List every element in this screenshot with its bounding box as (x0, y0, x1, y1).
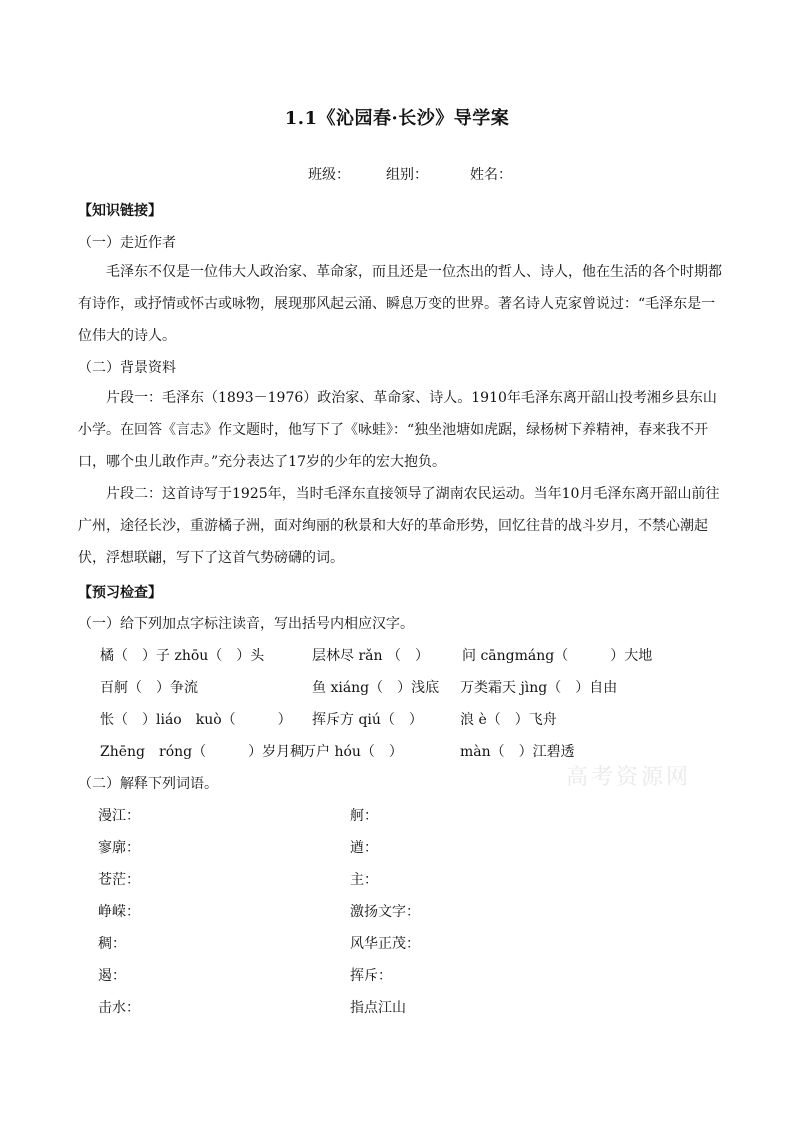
subheading-author: （一）走近作者 (78, 235, 176, 251)
pinyin-item: 层林尽 rǎn （ ） (312, 648, 429, 664)
vocab-term: 苍茫： (98, 872, 140, 888)
vocab-term: 寥廓： (98, 840, 140, 856)
vocab-term: 遒： (350, 840, 378, 856)
vocab-term: 击水： (98, 1000, 140, 1016)
student-info-fields (308, 164, 512, 184)
pinyin-item: màn（ ）江碧透 (460, 744, 575, 760)
vocab-term: 峥嵘： (98, 904, 140, 920)
vocab-term: 指点江山 (350, 1000, 406, 1016)
document-title: 1.1《沁园春·长沙》导学案 (284, 108, 510, 129)
watermark: 高考资源网 (566, 765, 692, 790)
vocab-term: 风华正茂： (350, 936, 420, 952)
subheading-background: （二）背景资料 (78, 360, 176, 376)
vocab-term: 主： (350, 872, 378, 888)
subheading-vocabulary: （二）解释下列词语。 (78, 776, 218, 792)
pinyin-item: 浪 è（ ）飞舟 (460, 712, 557, 728)
vocab-term: 遏： (98, 968, 126, 984)
paragraph-background-2: 片段二：这首诗写于1925年，当时毛泽东直接领导了湖南农民运动。当年10月毛泽东离开韶山前往广州，途径长沙，重游橘子洲，面对绚丽的秋景和大好的革命形势，回忆往昔的战斗岁月，不禁心潮起伏，浮想联翩，写下了这首气势磅礴的词。 (78, 486, 720, 566)
vocab-term: 漫江： (98, 808, 140, 824)
pinyin-item: Zhēng róng（ ）岁月稠 (100, 744, 305, 760)
name-field-label: 姓名： (470, 167, 512, 183)
vocab-term: 激扬文字： (350, 904, 420, 920)
vocab-term: 稠： (98, 936, 126, 952)
class-field-label: 班级： (308, 167, 350, 183)
section-heading-preview: 【预习检查】 (78, 585, 162, 601)
pinyin-item: 问 cāngmáng（ ）大地 (462, 648, 653, 664)
pinyin-item: 鱼 xiáng（ ）浅底 (312, 680, 440, 696)
vocab-term: 挥斥： (350, 968, 392, 984)
subheading-pinyin: （一）给下列加点字标注读音，写出括号内相应汉字。 (78, 616, 414, 632)
paragraph-background-1: 片段一：毛泽东（1893－1976）政治家、革命家、诗人。1910年毛泽东离开韶山投考湘乡县东山小学。在回答《言志》作文题时，他写下了《咏蛙》：“独坐池塘如虎踞，绿杨树下养精神，春来我不开口，哪个虫儿敢作声。”充分表达了17岁的少年的宏大抱负。 (78, 390, 717, 470)
section-heading-knowledge: 【知识链接】 (78, 203, 162, 219)
group-field-label: 组别： (386, 167, 428, 183)
pinyin-item: 怅（ ）liáo kuò（ ） (100, 712, 292, 728)
pinyin-item: 橘（ ）子 zhōu（ ）头 (100, 648, 265, 664)
pinyin-item: 挥斥方 qiú（ ） (312, 712, 423, 728)
pinyin-item: 万户 hóu（ ） (302, 744, 403, 760)
paragraph-author: 毛泽东不仅是一位伟大人政治家、革命家，而且还是一位杰出的哲人、诗人，他在生活的各个时期都有诗作，或抒情或怀古或咏物，展现那风起云涌、瞬息万变的世界。著名诗人克家曾说过：“毛泽东是一位伟大的诗人。 (78, 264, 722, 344)
pinyin-item: 百舸（ ）争流 (100, 680, 198, 696)
pinyin-item: 万类霜天 jìng（ ）自由 (460, 680, 618, 696)
vocab-term: 舸： (350, 808, 378, 824)
